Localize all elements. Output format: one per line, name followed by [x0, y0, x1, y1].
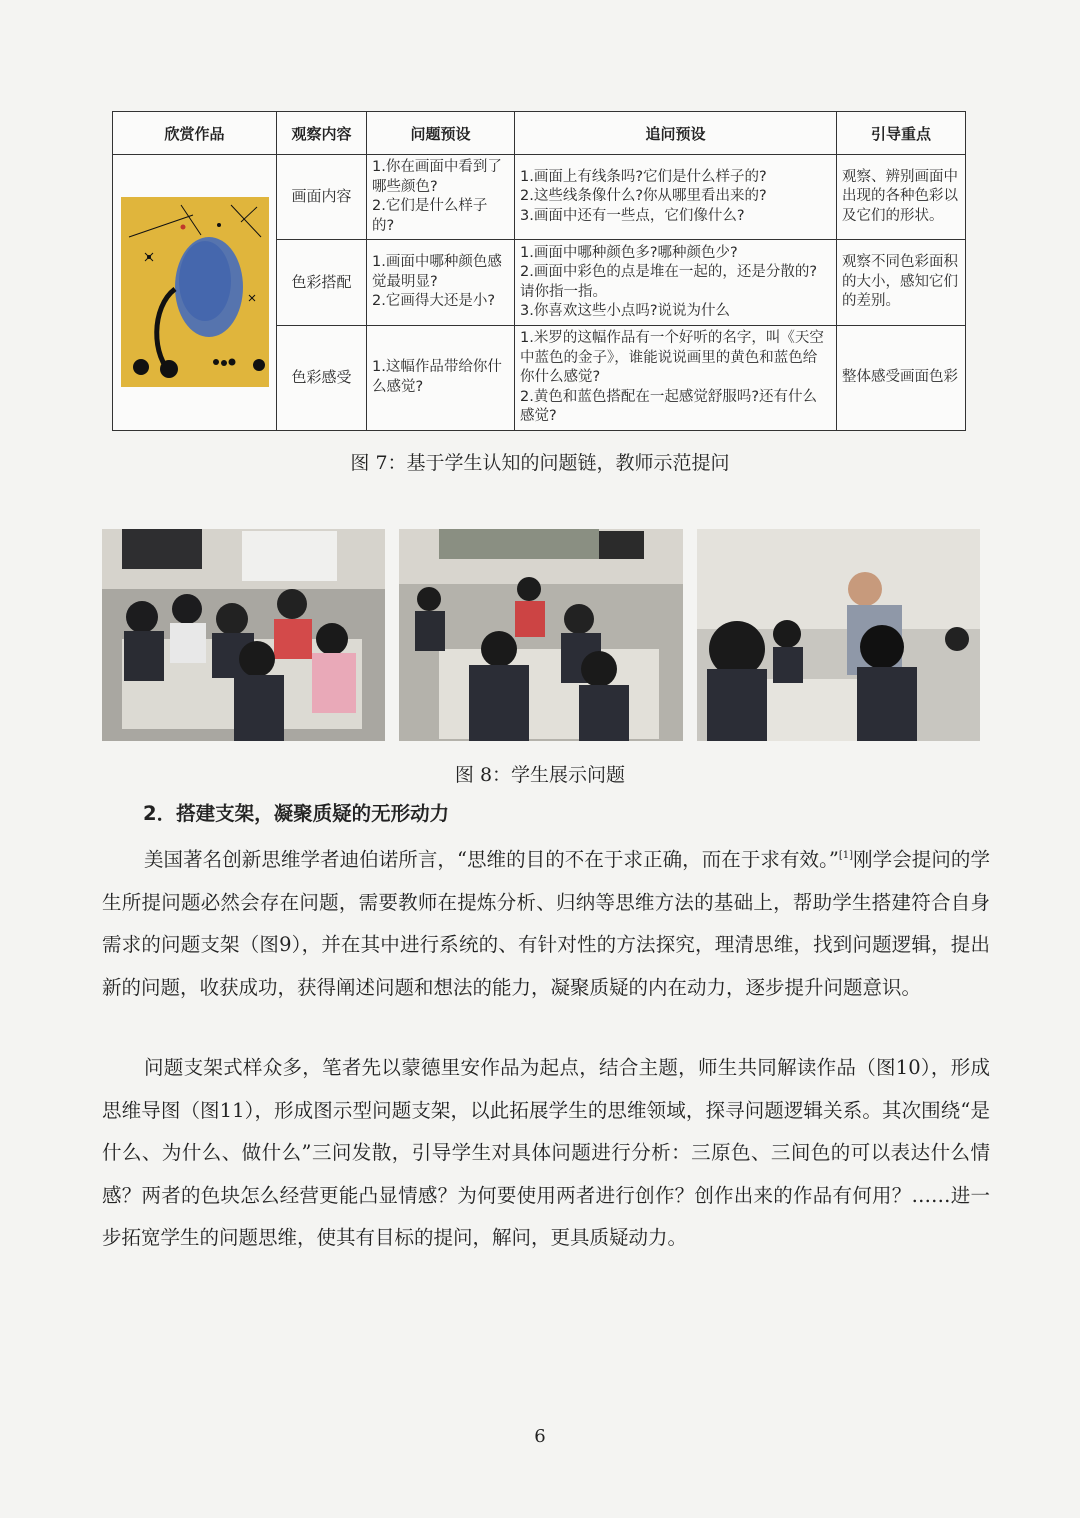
question-line: 1.你在画面中看到了哪些颜色? [372, 159, 502, 195]
classroom-photo-1 [102, 529, 385, 741]
table-row [113, 155, 966, 240]
question-line: 1.画面中哪种颜色感觉最明显? [372, 254, 502, 290]
follow-up-line: 3.画面中还有一些点，它们像什么? [520, 207, 745, 224]
section-heading: 2．搭建支架，凝聚质疑的无形动力 [143, 802, 450, 825]
follow-ups-cell [515, 155, 837, 240]
observation-cell: 画面内容 [277, 155, 367, 240]
header-focus: 引导重点 [837, 112, 966, 155]
figure-8-caption: 图 8：学生展示问题 [454, 764, 626, 786]
follow-up-line: 1.画面中哪种颜色多?哪种颜色少? [520, 244, 738, 261]
question-line: 1.这幅作品带给你什么感觉? [372, 359, 502, 395]
focus-cell: 观察、辨别画面中出现的各种色彩以及它们的形状。 [837, 155, 966, 240]
header-artwork: 欣赏作品 [113, 112, 277, 155]
follow-up-line: 2.这些线条像什么?你从哪里看出来的? [520, 188, 767, 205]
miro-painting-image [121, 197, 269, 387]
header-questions: 问题预设 [367, 112, 515, 155]
questions-cell [367, 155, 515, 240]
follow-ups-cell [515, 240, 837, 326]
artwork-cell [113, 155, 277, 431]
follow-up-line: 1.米罗的这幅作品有一个好听的名字，叫《天空中蓝色的金子》，谁能说说画里的黄色和蓝色给你什么感觉? [520, 330, 824, 385]
paragraph-2: 问题支架式样众多，笔者先以蒙德里安作品为起点，结合主题，师生共同解读作品（图10），形成思维导图（图11），形成图示型问题支架，以此拓展学生的思维领域，探寻问题逻辑关系。其次围绕“是什么、为什么、做什么”三问发散，引导学生对具体问题进行分析：三原色、三间色的可以表达什么情感？两者的色块怎么经营更能凸显情感？为何要使用两者进行创作？创作出来的作品有何用？……进一步拓宽学生的问题思维，使其有目标的提问，解问，更具质疑动力。 [102, 1056, 990, 1249]
header-observation: 观察内容 [277, 112, 367, 155]
paragraph-1-part-a: 美国著名创新思维学者迪伯诺所言，“思维的目的不在于求正确，而在于求有效。” [144, 848, 839, 871]
questions-cell [367, 240, 515, 326]
figure-7-caption: 图 7：基于学生认知的问题链，教师示范提问 [350, 452, 730, 474]
follow-up-line: 2.黄色和蓝色搭配在一起感觉舒服吗?还有什么感觉? [520, 388, 818, 424]
page-number: 6 [534, 1426, 546, 1447]
painting-illustration [121, 197, 269, 387]
observation-cell: 色彩感受 [277, 326, 367, 431]
focus-cell: 观察不同色彩面积的大小，感知它们的差别。 [837, 240, 966, 326]
classroom-photo-3 [697, 529, 980, 741]
paragraph-1 [102, 835, 990, 1009]
citation-ref: [1] [838, 850, 854, 861]
classroom-photo-2 [399, 529, 683, 741]
questions-cell [367, 326, 515, 431]
follow-up-line: 2.画面中彩色的点是堆在一起的，还是分散的?请你指一指。 [520, 264, 818, 300]
follow-up-line: 1.画面上有线条吗?它们是什么样子的? [520, 168, 767, 185]
follow-ups-cell [515, 326, 837, 431]
header-follow-ups: 追问预设 [515, 112, 837, 155]
observation-cell: 色彩搭配 [277, 240, 367, 326]
focus-cell: 整体感受画面色彩 [837, 326, 966, 431]
paragraph-1-part-b: 刚学会提问的学生所提问题必然会存在问题，需要教师在提炼分析、归纳等思维方法的基础上，帮助学生搭建符合自身需求的问题支架（图9），并在其中进行系统的、有针对性的方法探究，理清思维，找到问题逻辑，提出新的问题，收获成功，获得阐述问题和想法的能力，凝聚质疑的内在动力，逐步提升问题意识。 [102, 848, 990, 999]
question-line: 2.它画得大还是小? [372, 293, 496, 310]
table-header-row [113, 112, 966, 155]
follow-up-line: 3.你喜欢这些小点吗?说说为什么 [520, 303, 731, 319]
question-line: 2.它们是什么样子的? [372, 198, 488, 234]
lesson-table [112, 111, 966, 431]
